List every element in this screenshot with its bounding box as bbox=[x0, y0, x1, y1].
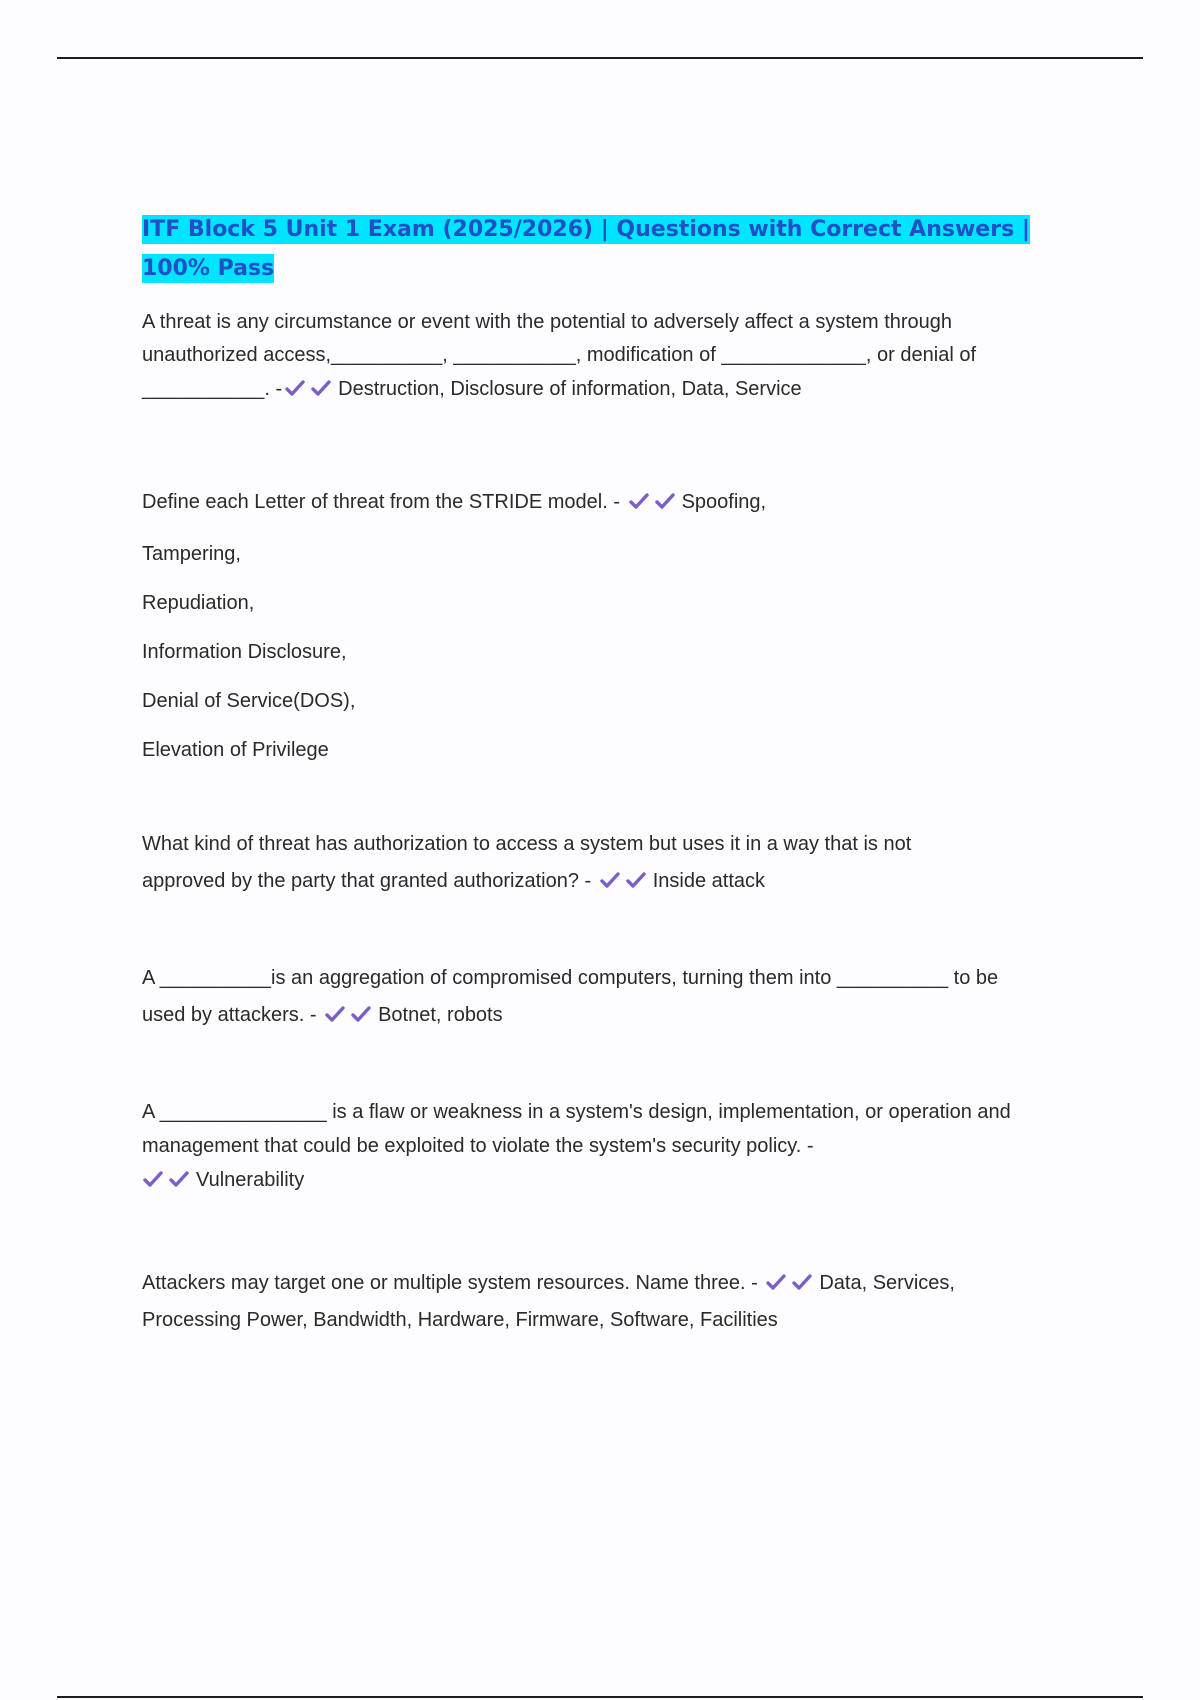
question-1-line-1: A threat is any circumstance or event with the potential to adversely affect a system through bbox=[142, 311, 953, 333]
answer-5: Vulnerability bbox=[196, 1169, 305, 1191]
question-6-text: Attackers may target one or multiple system resources. Name three. - bbox=[142, 1272, 758, 1294]
answer-6-line-2: Processing Power, Bandwidth, Hardware, Firmware, Software, Facilities bbox=[142, 1309, 778, 1331]
question-3-line-2-text: approved by the party that granted authorization? - bbox=[142, 870, 592, 892]
page-content bbox=[142, 210, 1062, 1331]
question-4-line-2 bbox=[142, 997, 998, 1037]
question-3-line-2 bbox=[142, 863, 911, 903]
question-3-line-1: What kind of threat has authorization to access a system but uses it in a way that is not bbox=[142, 833, 912, 855]
question-1-line-2: unauthorized access,__________, ___________, modification of _____________, or denial of bbox=[142, 344, 976, 366]
question-4-line-1: A __________is an aggregation of compromised computers, turning them into __________ to be bbox=[142, 967, 999, 989]
double-checkmark-icon bbox=[324, 1000, 376, 1037]
qa-block-3 bbox=[142, 826, 911, 903]
answer-2: Spoofing, bbox=[681, 491, 767, 513]
answer-4: Botnet, robots bbox=[378, 1004, 503, 1026]
double-checkmark-icon bbox=[765, 1269, 817, 1303]
answer-1: Destruction, Disclosure of information, Data, Service bbox=[338, 378, 802, 400]
double-checkmark-icon bbox=[142, 1166, 194, 1200]
top-rule bbox=[57, 57, 1143, 59]
answer-2-line-5: Denial of Service(DOS), bbox=[142, 690, 356, 712]
double-checkmark-icon bbox=[599, 866, 651, 903]
answer-6: Data, Services, bbox=[819, 1272, 955, 1294]
qa-block-6 bbox=[142, 1266, 955, 1337]
qa-block-4 bbox=[142, 960, 998, 1037]
qa-block-5 bbox=[142, 1095, 1011, 1200]
answer-3: Inside attack bbox=[652, 870, 766, 892]
answer-2-line-2: Tampering, bbox=[142, 543, 241, 565]
question-6-line-1 bbox=[142, 1266, 955, 1303]
qa-block-2 bbox=[142, 478, 766, 775]
document-title: ITF Block 5 Unit 1 Exam (2025/2026) | Questions with Correct Answers | 100% Pass bbox=[142, 217, 1030, 281]
question-4-line-2-text: used by attackers. - bbox=[142, 1004, 317, 1026]
question-2-line-1 bbox=[142, 478, 766, 530]
bottom-rule bbox=[57, 1696, 1143, 1698]
question-2-text: Define each Letter of threat from the STRIDE model. - bbox=[142, 491, 620, 513]
question-1-line-3-text: ___________. - bbox=[142, 378, 283, 400]
question-5-line-1: A _______________ is a flaw or weakness in a system's design, implementation, or operation and bbox=[142, 1101, 1011, 1123]
answer-2-line-4: Information Disclosure, bbox=[142, 641, 347, 663]
question-5-line-2: management that could be exploited to violate the system's security policy. - bbox=[142, 1135, 814, 1157]
question-5-line-3 bbox=[142, 1163, 1011, 1200]
double-checkmark-icon bbox=[628, 481, 680, 530]
double-checkmark-icon bbox=[284, 376, 336, 409]
qa-block-1 bbox=[142, 306, 976, 409]
answer-2-line-3: Repudiation, bbox=[142, 592, 255, 614]
question-1-line-3 bbox=[142, 373, 976, 409]
answer-2-line-6: Elevation of Privilege bbox=[142, 739, 329, 761]
